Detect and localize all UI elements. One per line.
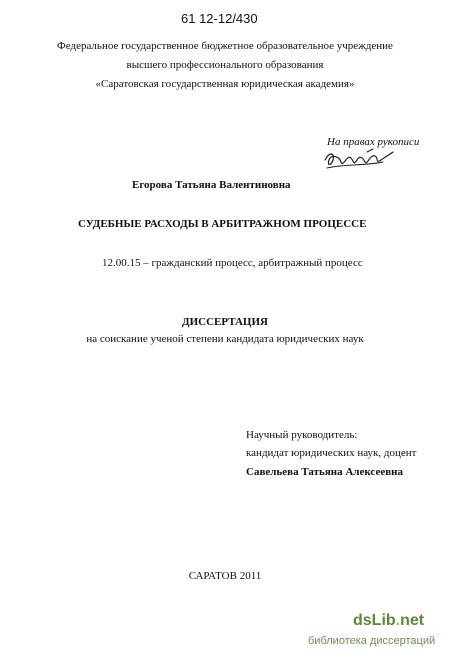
author-name: Егорова Татьяна Валентиновна [132, 179, 291, 191]
supervisor-degree: кандидат юридических наук, доцент [246, 447, 417, 459]
registry-number: 61 12-12/430 [181, 11, 258, 26]
degree-line: на соискание ученой степени кандидата юридических наук [86, 333, 364, 345]
organization-line-2: высшего профессионального образования [126, 59, 324, 71]
rights-note: На правах рукописи [327, 136, 420, 148]
handwritten-signature [323, 146, 395, 172]
organization-line-3: «Саратовская государственная юридическая академия» [95, 78, 355, 90]
supervisor-name: Савельева Татьяна Алексеевна [246, 466, 403, 478]
city-year: САРАТОВ 2011 [188, 570, 262, 582]
supervisor-label: Научный руководитель: [246, 429, 358, 441]
organization-line-1: Федеральное государственное бюджетное образовательное учреждение [57, 40, 393, 52]
watermark-logo-dot: . [395, 612, 401, 629]
watermark-tagline: библиотека диссертаций [308, 635, 436, 647]
watermark-logo-tld: net [400, 612, 425, 629]
watermark-logo [353, 613, 424, 629]
document-type: ДИССЕРТАЦИЯ [182, 316, 268, 328]
specialty-code: 12.00.15 – гражданский процесс, арбитражный процесс [102, 257, 363, 269]
dissertation-title: СУДЕБНЫЕ РАСХОДЫ В АРБИТРАЖНОМ ПРОЦЕССЕ [78, 218, 367, 230]
watermark-logo-main: dsLib [353, 612, 396, 629]
